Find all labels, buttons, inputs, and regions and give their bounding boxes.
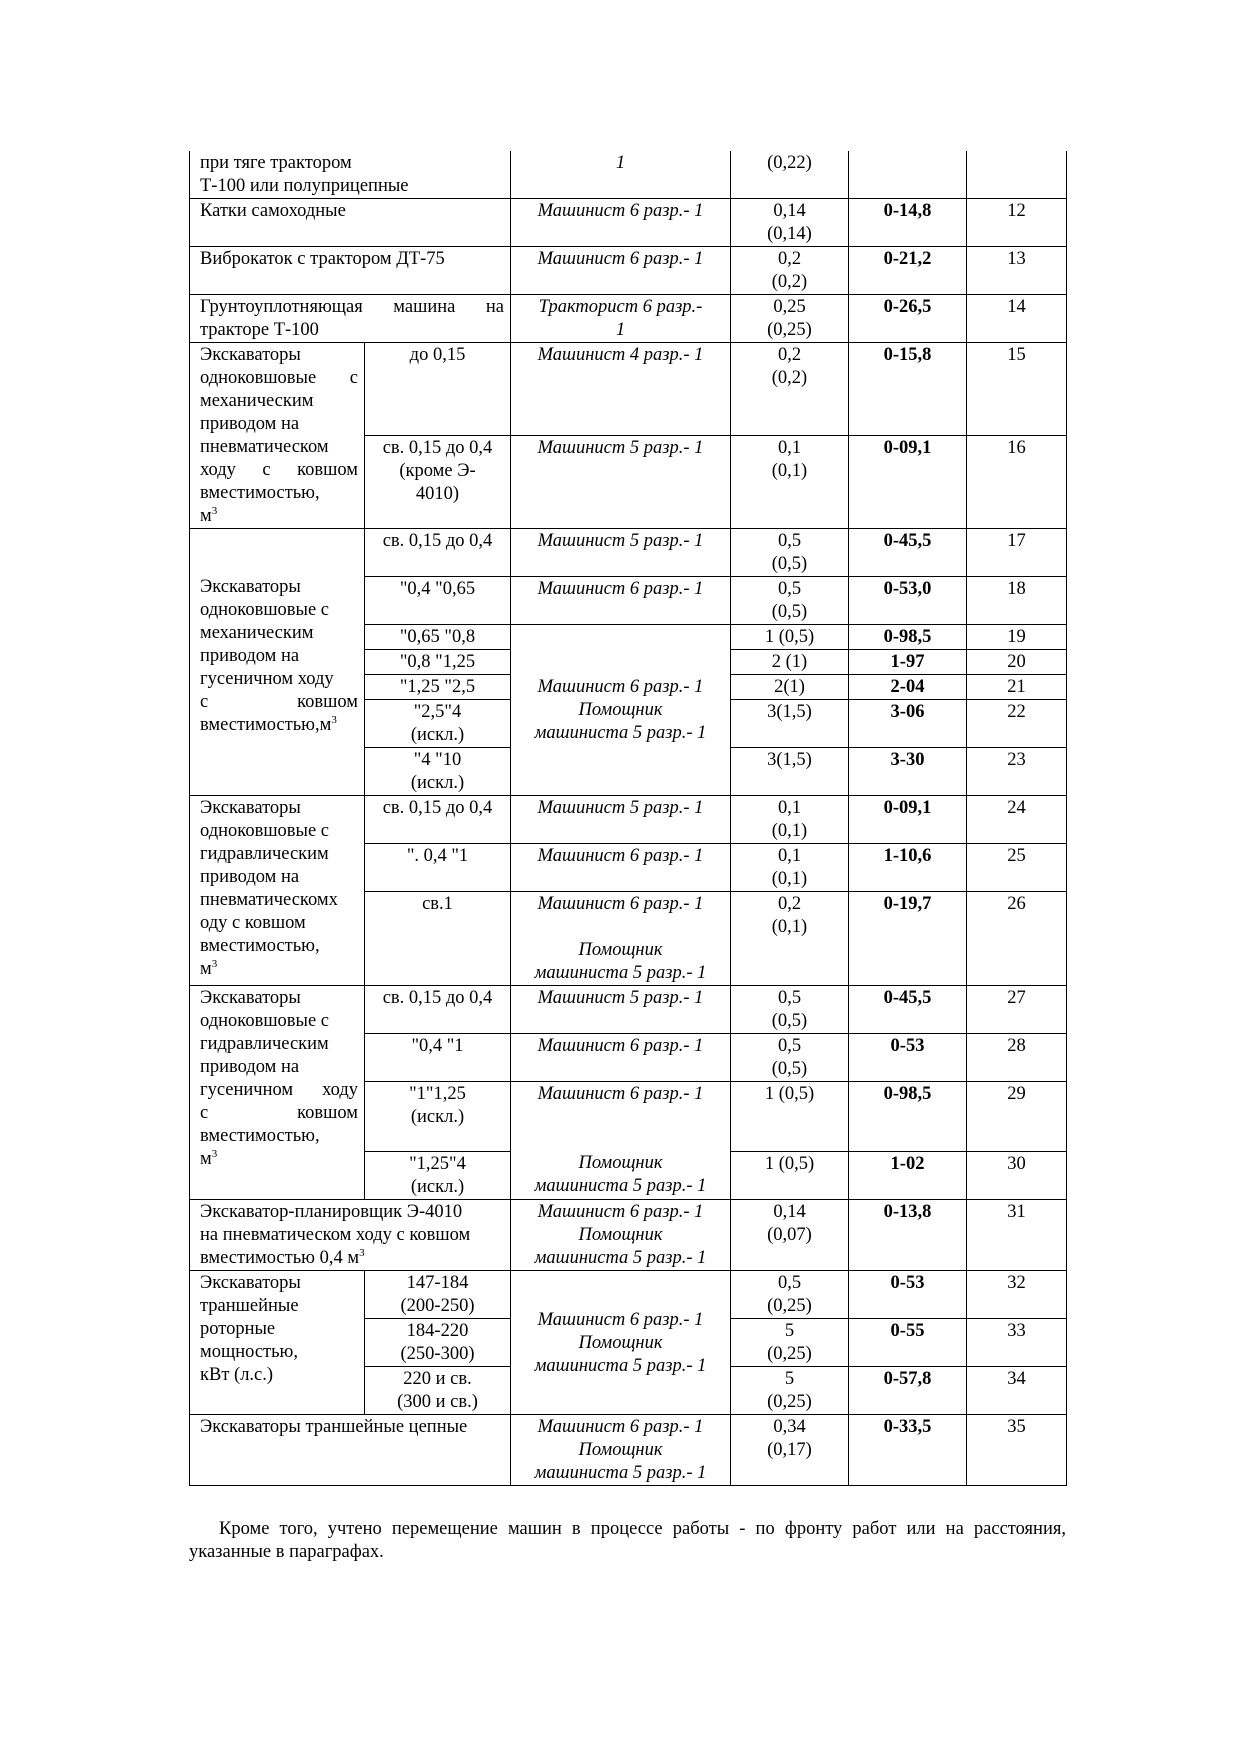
footnote-paragraph: Кроме того, учтено перемещение машин в процессе работы - по фронту работ или на расстояния, указанные в параграфах.: [189, 1519, 1066, 1562]
row-number: 32: [967, 1271, 1067, 1319]
table-row: [190, 1271, 1067, 1319]
crew-cell: Тракторист 6 разр.- 1: [511, 295, 731, 343]
row-number: 14: [967, 295, 1067, 343]
crew-cell: Машинист 6 разр.- 1: [511, 577, 731, 625]
code-cell: 0-09,1: [849, 796, 967, 844]
count-cell: 0,1 (0,1): [731, 796, 849, 844]
machine-group-name: Экскаваторы одноковшовые с механическим приводом на пневматическом ходу с ковшом вместимостью, $м^3$: [190, 343, 365, 529]
count-cell: 0,5 (0,5): [731, 577, 849, 625]
code-cell: 0-09,1: [849, 436, 967, 529]
row-number: 35: [967, 1415, 1067, 1486]
capacity-cell: "0,4 "1: [365, 1034, 511, 1082]
code-cell: 3-30: [849, 748, 967, 796]
capacity-cell: 147-184 (200-250): [365, 1271, 511, 1319]
capacity-cell: "2,5"4 (искл.): [365, 700, 511, 748]
capacity-cell: св. 0,15 до 0,4: [365, 986, 511, 1034]
table-row: [190, 247, 1067, 295]
row-number: 19: [967, 625, 1067, 650]
count-cell: 0,5 (0,5): [731, 986, 849, 1034]
capacity-cell: "1"1,25 (искл.): [365, 1082, 511, 1152]
code-cell: 1-10,6: [849, 844, 967, 892]
count-cell: 1 (0,5): [731, 1152, 849, 1200]
machine-group-name: Экскаваторы траншейные роторные мощностью, кВт (л.с.): [190, 1271, 365, 1415]
code-cell: 0-53,0: [849, 577, 967, 625]
row-number: 24: [967, 796, 1067, 844]
row-number: 18: [967, 577, 1067, 625]
count-cell: 0,5 (0,5): [731, 529, 849, 577]
machine-name: Экскаваторы траншейные цепные: [190, 1415, 511, 1486]
capacity-cell: "4 "10 (искл.): [365, 748, 511, 796]
code-cell: 0-53: [849, 1034, 967, 1082]
code-cell: 0-98,5: [849, 625, 967, 650]
row-number: 28: [967, 1034, 1067, 1082]
capacity-cell: до 0,15: [365, 343, 511, 436]
count-cell: 0,2 (0,1): [731, 892, 849, 986]
capacity-cell: "1,25 "2,5: [365, 675, 511, 700]
capacity-cell: "0,4 "0,65: [365, 577, 511, 625]
code-cell: 0-57,8: [849, 1367, 967, 1415]
crew-cell: Машинист 6 разр.- 1 Помощник машиниста 5 разр.- 1: [511, 1082, 731, 1200]
machine-group-name: Экскаваторы одноковшовые с гидравлическим приводом на пневматическомх оду с ковшом вместимостью, $м^3$: [190, 796, 365, 986]
code-cell: 0-33,5: [849, 1415, 967, 1486]
count-cell: 0,25 (0,25): [731, 295, 849, 343]
crew-cell: Машинист 5 разр.- 1: [511, 796, 731, 844]
capacity-cell: св.1: [365, 892, 511, 986]
row-number: 25: [967, 844, 1067, 892]
code-cell: 0-21,2: [849, 247, 967, 295]
capacity-cell: 184-220 (250-300): [365, 1319, 511, 1367]
crew-cell: Машинист 6 разр.- 1 Помощник машиниста 5 разр.- 1: [511, 1415, 731, 1486]
crew-cell: Машинист 6 разр.- 1: [511, 247, 731, 295]
code-cell: 0-45,5: [849, 986, 967, 1034]
machine-name: Катки самоходные: [190, 199, 511, 247]
crew-cell: Машинист 5 разр.- 1: [511, 529, 731, 577]
count-cell: 3(1,5): [731, 748, 849, 796]
row-number: 21: [967, 675, 1067, 700]
row-number: 30: [967, 1152, 1067, 1200]
row-number: 34: [967, 1367, 1067, 1415]
row-number: 15: [967, 343, 1067, 436]
table-row: [190, 1200, 1067, 1271]
count-cell: 0,2 (0,2): [731, 343, 849, 436]
count-cell: 5 (0,25): [731, 1319, 849, 1367]
crew-cell: Машинист 6 разр.- 1 Помощник машиниста 5 разр.- 1: [511, 892, 731, 986]
count-cell: 0,2 (0,2): [731, 247, 849, 295]
table-row: [190, 151, 1067, 199]
count-cell: 0,5 (0,5): [731, 1034, 849, 1082]
row-number: 12: [967, 199, 1067, 247]
count-cell: 1 (0,5): [731, 1082, 849, 1152]
crew-cell: Машинист 6 разр.- 1: [511, 844, 731, 892]
row-number: 29: [967, 1082, 1067, 1152]
count-cell: 0,34 (0,17): [731, 1415, 849, 1486]
capacity-cell: св. 0,15 до 0,4: [365, 796, 511, 844]
table-row: [190, 529, 1067, 577]
row-number: 16: [967, 436, 1067, 529]
row-number: 27: [967, 986, 1067, 1034]
machine-group-name: Экскаваторы одноковшовые с механическим приводом на гусеничном ходу с ковшом $вместимостью,м^3$: [190, 529, 365, 796]
crew-cell: 1: [511, 151, 731, 199]
row-number: 17: [967, 529, 1067, 577]
machine-name: Экскаватор-планировщик Э-4010 на пневматическом ходу с ковшом вместимостью 0,4 $м^3$: [190, 1200, 511, 1271]
count-cell: 0,1 (0,1): [731, 436, 849, 529]
crew-cell: Машинист 4 разр.- 1: [511, 343, 731, 436]
code-cell: 0-26,5: [849, 295, 967, 343]
code-cell: 3-06: [849, 700, 967, 748]
count-cell: 1 (0,5): [731, 625, 849, 650]
count-cell: 0,14 (0,14): [731, 199, 849, 247]
code-cell: 0-19,7: [849, 892, 967, 986]
machine-name: Грунтоуплотняющая машина на тракторе Т-100: [190, 295, 511, 343]
code-cell: 0-53: [849, 1271, 967, 1319]
count-cell: 0,5 (0,25): [731, 1271, 849, 1319]
machine-name: Виброкаток с трактором ДТ-75: [190, 247, 511, 295]
count-cell: 5 (0,25): [731, 1367, 849, 1415]
row-number: 23: [967, 748, 1067, 796]
row-number: 13: [967, 247, 1067, 295]
count-cell: 3(1,5): [731, 700, 849, 748]
row-number: 26: [967, 892, 1067, 986]
capacity-cell: "1,25"4 (искл.): [365, 1152, 511, 1200]
code-cell: 0-45,5: [849, 529, 967, 577]
code-cell: 0-98,5: [849, 1082, 967, 1152]
table-row: [190, 199, 1067, 247]
capacity-cell: св. 0,15 до 0,4 (кроме Э- 4010): [365, 436, 511, 529]
capacity-cell: "0,65 "0,8: [365, 625, 511, 650]
count-cell: 0,1 (0,1): [731, 844, 849, 892]
capacity-cell: ". 0,4 "1: [365, 844, 511, 892]
machine-name: при тяге трактором Т-100 или полуприцепные: [190, 151, 511, 199]
row-number: [967, 151, 1067, 199]
crew-cell: Машинист 6 разр.- 1: [511, 1034, 731, 1082]
table-row: [190, 343, 1067, 436]
crew-cell: Машинист 6 разр.- 1: [511, 199, 731, 247]
table-row: [190, 796, 1067, 844]
norms-table: [189, 151, 1067, 1486]
code-cell: 0-15,8: [849, 343, 967, 436]
count-cell: 2 (1): [731, 650, 849, 675]
code-cell: [849, 151, 967, 199]
row-number: 22: [967, 700, 1067, 748]
row-number: 33: [967, 1319, 1067, 1367]
table-row: [190, 986, 1067, 1034]
crew-cell: Машинист 5 разр.- 1: [511, 436, 731, 529]
count-cell: (0,22): [731, 151, 849, 199]
code-cell: 2-04: [849, 675, 967, 700]
machine-group-name: Экскаваторы одноковшовые с гидравлическим приводом на гусеничном ходу с ковшом вместимостью, $м^3$: [190, 986, 365, 1200]
count-cell: 0,14 (0,07): [731, 1200, 849, 1271]
code-cell: 1-97: [849, 650, 967, 675]
row-number: 20: [967, 650, 1067, 675]
crew-cell: Машинист 6 разр.- 1 Помощник машиниста 5 разр.- 1: [511, 625, 731, 796]
code-cell: 0-14,8: [849, 199, 967, 247]
crew-cell: Машинист 6 разр.- 1 Помощник машиниста 5 разр.- 1: [511, 1271, 731, 1415]
capacity-cell: св. 0,15 до 0,4: [365, 529, 511, 577]
crew-cell: Машинист 6 разр.- 1 Помощник машиниста 5 разр.- 1: [511, 1200, 731, 1271]
table-row: [190, 295, 1067, 343]
code-cell: 1-02: [849, 1152, 967, 1200]
row-number: 31: [967, 1200, 1067, 1271]
code-cell: 0-55: [849, 1319, 967, 1367]
capacity-cell: "0,8 "1,25: [365, 650, 511, 675]
table-row: [190, 1415, 1067, 1486]
crew-cell: Машинист 5 разр.- 1: [511, 986, 731, 1034]
code-cell: 0-13,8: [849, 1200, 967, 1271]
count-cell: 2(1): [731, 675, 849, 700]
capacity-cell: 220 и св. (300 и св.): [365, 1367, 511, 1415]
